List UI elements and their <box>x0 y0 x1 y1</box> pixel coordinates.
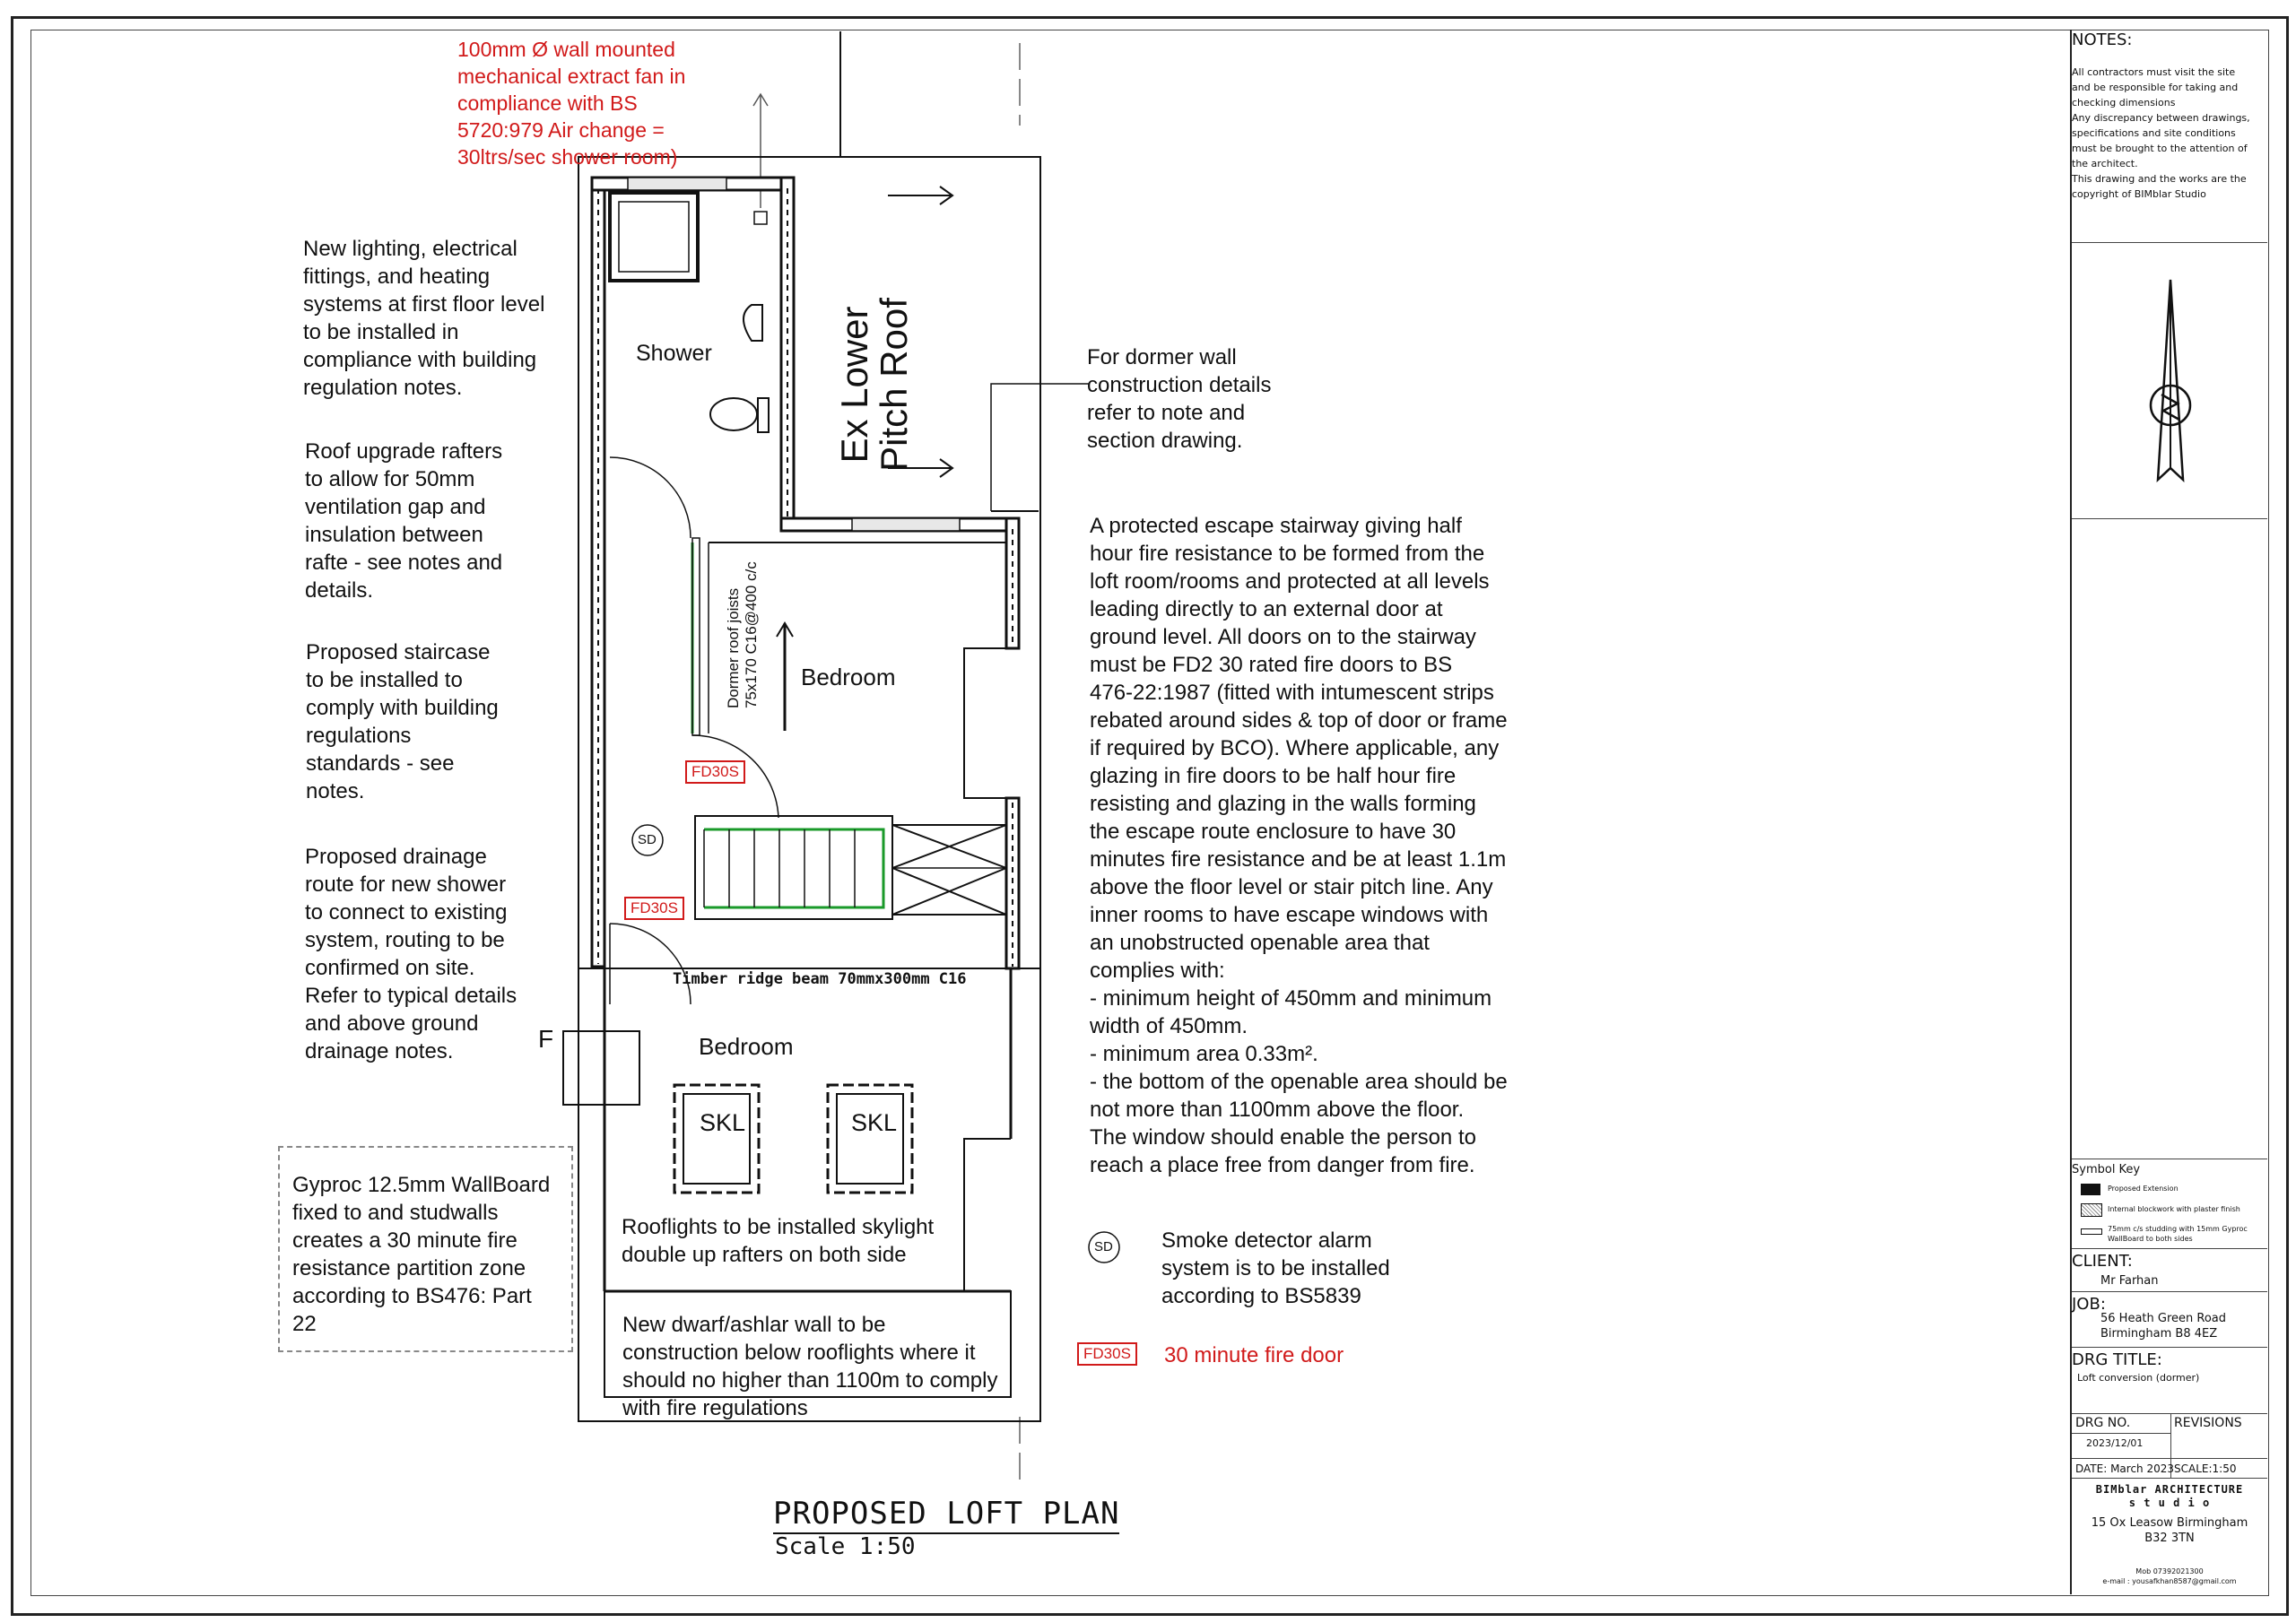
drawing-title: PROPOSED LOFT PLAN <box>773 1496 1119 1534</box>
key-item-studding: 75mm c/s studding with 15mm Gyproc WallBoard to both sides <box>2108 1225 2248 1243</box>
notes-heading: NOTES: <box>2072 30 2133 49</box>
room-label-shower: Shower <box>636 341 712 366</box>
date-value: DATE: March 2023 <box>2075 1462 2175 1475</box>
drainage-note: Proposed drainage route for new shower to connect to existing system, routing to be confirmed on site. Refer to typical details and above ground drainage notes. <box>305 845 517 1063</box>
client-value: Mr Farhan <box>2100 1274 2159 1288</box>
client-label: CLIENT: <box>2072 1252 2133 1271</box>
skylight-label-right: SKL <box>851 1109 898 1136</box>
studio-contact: Mob 07392021300 e-mail : yousafkhan8587@gmail.com <box>2102 1567 2237 1585</box>
staircase <box>695 816 892 919</box>
drg-title-value: Loft conversion (dormer) <box>2077 1372 2200 1384</box>
fire-door-tag-lower: FD30S <box>624 897 684 920</box>
escape-stair-note: A protected escape stairway giving half hour fire resistance to be formed from the loft room/rooms and protected at all levels leading directly to an external door at ground level. All doors on to the stairway must be FD2 30 rated fire doors to BS 476-22:1987 (fitted with intumescent strips rebated around sides & top of door or frame if required by BCO). Where applicable, any glazing in fire doors to be half hour fire resisting and glazing in the walls forming the escape route enclosure to have 30 minutes fire resistance and be at least 1.1m above the floor level or stair pitch line. Any inner rooms to have escape windows with an unobstructed openable area that complies with: - minimum height of 450mm and minimum width of 450mm. - minimum area 0.33m². - the bottom of the openable area should be not more than 1100mm above the floor. The window should enable the person to reach a place free from danger from fire. <box>1090 514 1508 1177</box>
key-item-blockwork: Internal blockwork with plaster finish <box>2108 1205 2240 1213</box>
fire-door-tag-upper: FD30S <box>685 760 745 784</box>
key-swatch-extension <box>2081 1184 2100 1195</box>
lighting-note: New lighting, electrical fittings, and heating systems at first floor level to be installed in compliance with building regulation notes. <box>303 237 545 400</box>
legend-fire-door-tag: FD30S <box>1077 1342 1137 1366</box>
dwarf-wall-note: New dwarf/ashlar wall to be construction below rooflights where it should no higher than 1100m to comply with fire regulations <box>622 1313 998 1420</box>
scale-value: SCALE:1:50 <box>2174 1462 2237 1475</box>
skylight-label-left: SKL <box>700 1109 746 1136</box>
notes-text: All contractors must visit the site and be responsible for taking and checking dimensions Any discrepancy between drawings, specifications and site conditions must be brought to the attention of the architect. This drawing and the works are the copyright of BIMblar Studio <box>2072 66 2250 200</box>
flue-box <box>563 1031 639 1105</box>
skylight-left <box>674 1085 759 1193</box>
rooflights-note: Rooflights to be installed skylight double up rafters on both side <box>622 1215 935 1267</box>
flue-label: F <box>538 1025 554 1053</box>
roof-note: Roof upgrade rafters to allow for 50mm ventilation gap and insulation between rafte - see notes and details. <box>305 439 503 603</box>
room-label-bedroom-lower: Bedroom <box>699 1033 794 1060</box>
job-value: 56 Heath Green Road Birmingham B8 4EZ <box>2100 1312 2227 1341</box>
toilet-icon <box>710 398 769 432</box>
key-item-extension: Proposed Extension <box>2108 1185 2179 1193</box>
studio-address: 15 Ox Leasow Birmingham B32 3TN <box>2091 1516 2248 1545</box>
dormer-note: For dormer wall construction details refer to note and section drawing. <box>1087 345 1272 453</box>
staircase-note: Proposed staircase to be installed to comply with building regulations standards - see notes. <box>306 640 499 803</box>
room-label-ex-roof: Ex Lower Pitch Roof <box>833 298 915 472</box>
drg-title-label: DRG TITLE: <box>2072 1350 2162 1369</box>
revisions-label: REVISIONS <box>2174 1416 2242 1430</box>
legend-sd-label: SD <box>1094 1239 1113 1254</box>
fire-door-legend-note: 30 minute fire door <box>1164 1343 1344 1367</box>
drg-no-label: DRG NO. <box>2075 1416 2131 1430</box>
room-label-bedroom-upper: Bedroom <box>801 664 896 690</box>
drg-no-value: 2023/12/01 <box>2086 1437 2144 1449</box>
north-arrow-icon <box>2126 269 2215 502</box>
smoke-detector-label: SD <box>638 832 657 847</box>
gyproc-note: Gyproc 12.5mm WallBoard fixed to and studwalls creates a 30 minute fire resistance partition zone according to BS476: Part 22 <box>292 1173 551 1336</box>
fan-note: 100mm Ø wall mounted mechanical extract fan in compliance with BS 5720:979 Air change = 30ltrs/sec shower room) <box>457 38 686 169</box>
key-swatch-blockwork <box>2081 1203 2102 1217</box>
joists-label: Dormer roof joists 75x170 C16@400 c/c <box>725 561 760 708</box>
extract-fan-icon <box>754 212 767 224</box>
symbol-key-heading: Symbol Key <box>2072 1163 2141 1176</box>
drawing-scale: Scale 1:50 <box>775 1533 916 1560</box>
skylight-right <box>828 1085 912 1193</box>
basin-icon <box>744 305 762 341</box>
studio-name: BIMblar ARCHITECTURE s t u d i o <box>2095 1483 2244 1509</box>
job-label: JOB: <box>2072 1295 2106 1314</box>
key-swatch-studding <box>2081 1228 2102 1235</box>
shower-tray <box>610 193 698 281</box>
ridge-beam-label: Timber ridge beam 70mmx300mm C16 <box>673 970 967 988</box>
smoke-detector-note: Smoke detector alarm system is to be installed according to BS5839 <box>1161 1228 1390 1308</box>
